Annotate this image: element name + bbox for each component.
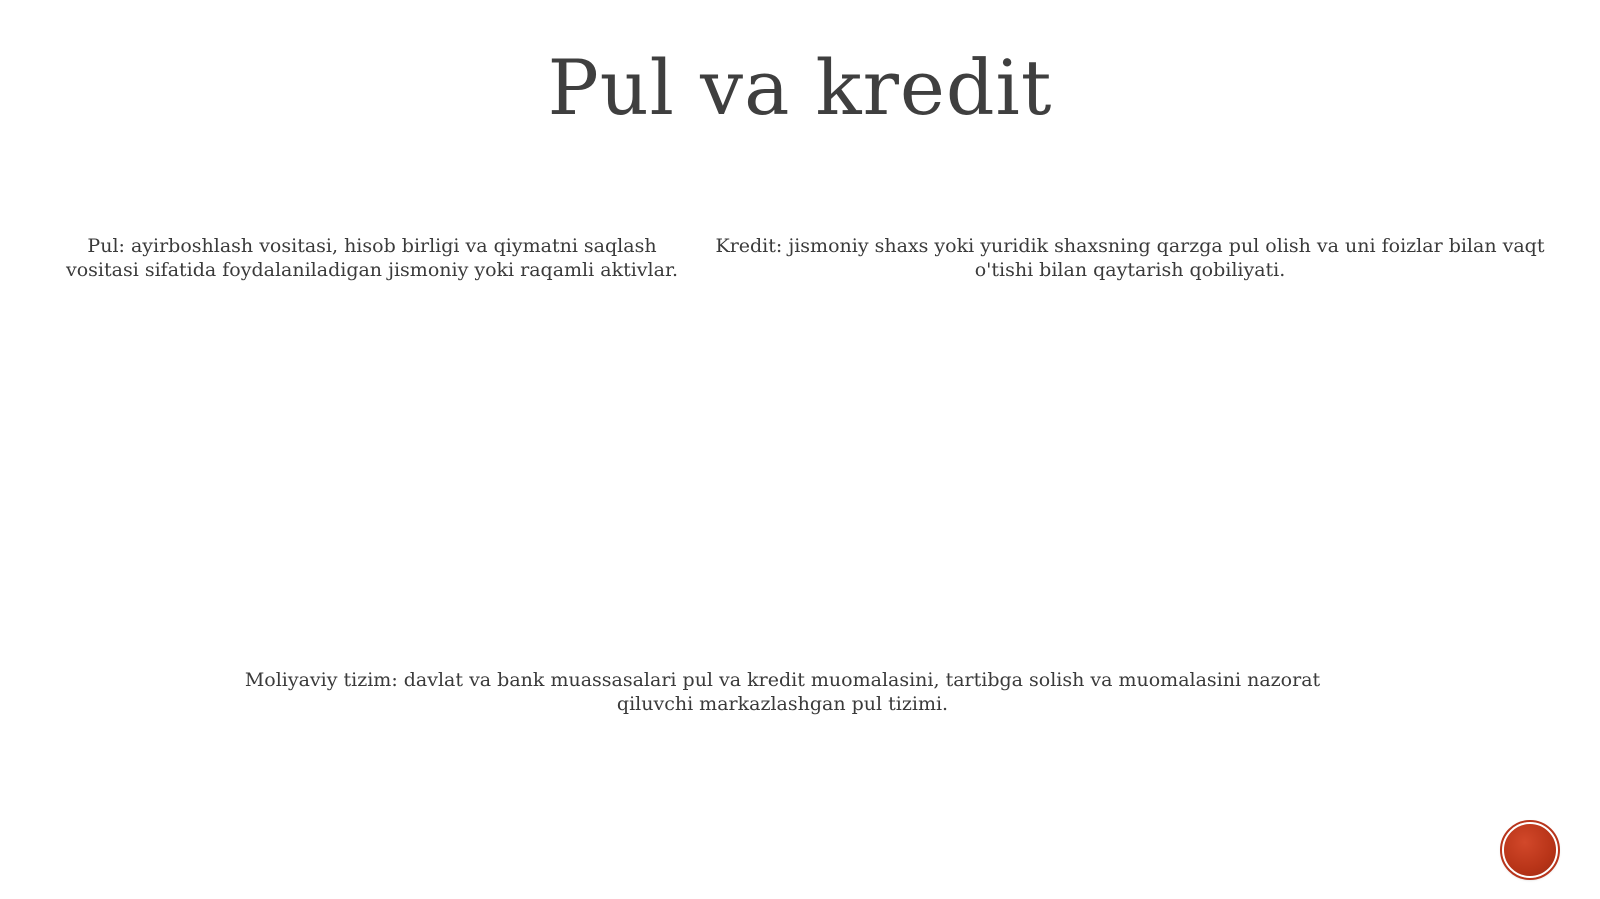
slide-title: Pul va kredit bbox=[547, 43, 1053, 132]
circle-button-icon[interactable] bbox=[1502, 822, 1558, 878]
text-block-kredit: Kredit: jismoniy shaxs yoki yuridik shaxsning qarzga pul olish va uni foizlar bilan vaqt o'tishi bilan qaytarish qobiliyati. bbox=[715, 235, 1545, 281]
text-block-moliyaviy-tizim: Moliyaviy tizim: davlat va bank muassasalari pul va kredit muomalasini, tartibga solish va muomalasini nazorat qiluvchi markazlashgan pul tizimi. bbox=[244, 669, 1321, 715]
text-block-pul: Pul: ayirboshlash vositasi, hisob birligi va qiymatni saqlash vositasi sifatida foydalaniladigan jismoniy yoki raqamli aktivlar. bbox=[66, 235, 678, 281]
